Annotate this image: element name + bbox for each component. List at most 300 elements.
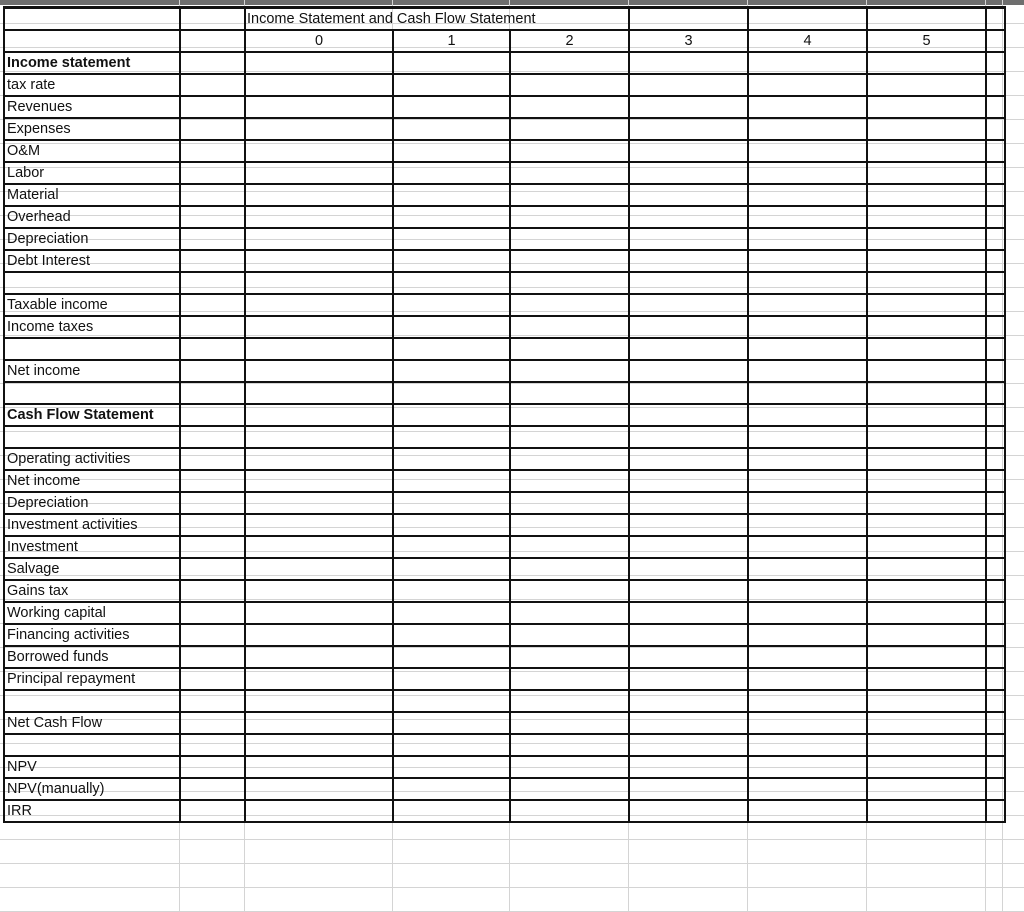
cell[interactable] <box>629 316 748 338</box>
cell[interactable] <box>748 602 867 624</box>
row-label[interactable]: Income taxes <box>4 316 180 338</box>
cell[interactable] <box>986 184 1005 206</box>
year-header[interactable]: 2 <box>510 30 629 52</box>
cell[interactable] <box>245 74 393 96</box>
cell[interactable] <box>245 140 393 162</box>
row-label[interactable]: Gains tax <box>4 580 180 602</box>
cell[interactable] <box>867 778 986 800</box>
cell[interactable] <box>180 602 245 624</box>
cell[interactable] <box>180 140 245 162</box>
cell[interactable] <box>748 470 867 492</box>
year-header[interactable]: 4 <box>748 30 867 52</box>
cell[interactable] <box>510 426 629 448</box>
cell[interactable] <box>986 96 1005 118</box>
row-label[interactable]: tax rate <box>4 74 180 96</box>
cell[interactable] <box>245 184 393 206</box>
cell[interactable] <box>867 294 986 316</box>
cell[interactable] <box>245 712 393 734</box>
cell[interactable] <box>393 118 510 140</box>
row-label[interactable]: Expenses <box>4 118 180 140</box>
year-header[interactable]: 1 <box>393 30 510 52</box>
cell[interactable] <box>986 712 1005 734</box>
cell[interactable] <box>748 536 867 558</box>
cell[interactable] <box>867 206 986 228</box>
cell[interactable] <box>867 316 986 338</box>
cell[interactable] <box>245 382 393 404</box>
row-label[interactable]: Principal repayment <box>4 668 180 690</box>
cell[interactable] <box>180 118 245 140</box>
cell[interactable] <box>748 404 867 426</box>
cell[interactable] <box>245 338 393 360</box>
cell[interactable] <box>4 30 180 52</box>
row-label[interactable]: Depreciation <box>4 492 180 514</box>
row-label[interactable]: IRR <box>4 800 180 822</box>
cell[interactable] <box>986 448 1005 470</box>
cell[interactable] <box>393 250 510 272</box>
cell[interactable] <box>986 382 1005 404</box>
cell[interactable] <box>748 492 867 514</box>
cell[interactable] <box>393 602 510 624</box>
cell[interactable] <box>867 338 986 360</box>
cell[interactable] <box>393 360 510 382</box>
row-label[interactable]: Revenues <box>4 96 180 118</box>
cell[interactable] <box>986 646 1005 668</box>
cell[interactable] <box>180 272 245 294</box>
cell[interactable] <box>867 360 986 382</box>
cell[interactable] <box>986 800 1005 822</box>
cell[interactable] <box>393 778 510 800</box>
cell[interactable] <box>180 96 245 118</box>
cell[interactable] <box>393 690 510 712</box>
cell[interactable] <box>629 140 748 162</box>
cell[interactable] <box>180 492 245 514</box>
year-header[interactable]: 5 <box>867 30 986 52</box>
cell[interactable] <box>986 756 1005 778</box>
cell[interactable] <box>245 448 393 470</box>
cell[interactable] <box>510 668 629 690</box>
cell[interactable] <box>986 492 1005 514</box>
cell[interactable] <box>986 470 1005 492</box>
cell[interactable] <box>245 514 393 536</box>
cell[interactable] <box>629 690 748 712</box>
cell[interactable] <box>180 228 245 250</box>
cell[interactable] <box>510 250 629 272</box>
cell[interactable] <box>748 360 867 382</box>
cell[interactable] <box>245 646 393 668</box>
cell[interactable] <box>748 646 867 668</box>
cell[interactable] <box>748 74 867 96</box>
cell[interactable] <box>629 382 748 404</box>
cell[interactable] <box>629 756 748 778</box>
cell[interactable] <box>393 404 510 426</box>
cell[interactable] <box>510 382 629 404</box>
cell[interactable] <box>393 514 510 536</box>
cell[interactable] <box>245 272 393 294</box>
cell[interactable] <box>867 382 986 404</box>
cell[interactable] <box>510 140 629 162</box>
cell[interactable] <box>510 558 629 580</box>
cell[interactable] <box>867 646 986 668</box>
cell[interactable] <box>748 624 867 646</box>
cell[interactable] <box>748 756 867 778</box>
cell[interactable] <box>748 426 867 448</box>
cell[interactable] <box>986 294 1005 316</box>
cell[interactable] <box>180 162 245 184</box>
cell[interactable] <box>245 206 393 228</box>
cell[interactable] <box>393 470 510 492</box>
cell[interactable] <box>629 294 748 316</box>
cell[interactable] <box>867 272 986 294</box>
cell[interactable] <box>748 294 867 316</box>
row-label[interactable]: Income statement <box>4 52 180 74</box>
cell[interactable] <box>867 580 986 602</box>
cell[interactable] <box>510 206 629 228</box>
cell[interactable] <box>180 668 245 690</box>
cell[interactable] <box>748 558 867 580</box>
row-label[interactable]: Taxable income <box>4 294 180 316</box>
cell[interactable] <box>180 470 245 492</box>
cell[interactable] <box>629 712 748 734</box>
cell[interactable] <box>510 118 629 140</box>
cell[interactable] <box>748 690 867 712</box>
cell[interactable] <box>245 316 393 338</box>
row-label[interactable] <box>4 734 180 756</box>
cell[interactable] <box>510 228 629 250</box>
cell[interactable] <box>393 316 510 338</box>
cell[interactable] <box>180 206 245 228</box>
cell[interactable] <box>629 734 748 756</box>
cell[interactable] <box>180 536 245 558</box>
cell[interactable] <box>180 360 245 382</box>
cell[interactable] <box>629 162 748 184</box>
cell[interactable] <box>629 404 748 426</box>
cell[interactable] <box>986 602 1005 624</box>
cell[interactable] <box>180 580 245 602</box>
cell[interactable] <box>986 514 1005 536</box>
cell[interactable] <box>180 74 245 96</box>
cell[interactable] <box>510 536 629 558</box>
cell[interactable] <box>748 52 867 74</box>
cell[interactable] <box>986 8 1005 31</box>
cell[interactable] <box>510 580 629 602</box>
cell[interactable] <box>510 602 629 624</box>
cell[interactable] <box>867 8 986 31</box>
cell[interactable] <box>510 712 629 734</box>
cell[interactable] <box>180 8 245 31</box>
cell[interactable] <box>867 404 986 426</box>
cell[interactable] <box>510 272 629 294</box>
cell[interactable] <box>245 360 393 382</box>
cell[interactable] <box>393 800 510 822</box>
cell[interactable] <box>986 690 1005 712</box>
cell[interactable] <box>393 624 510 646</box>
cell[interactable] <box>510 492 629 514</box>
cell[interactable] <box>180 712 245 734</box>
cell[interactable] <box>867 162 986 184</box>
cell[interactable] <box>510 360 629 382</box>
cell[interactable] <box>629 492 748 514</box>
cell[interactable] <box>629 448 748 470</box>
row-label[interactable]: Investment activities <box>4 514 180 536</box>
row-label[interactable]: Financing activities <box>4 624 180 646</box>
cell[interactable] <box>867 800 986 822</box>
cell[interactable] <box>245 250 393 272</box>
cell[interactable] <box>629 272 748 294</box>
cell[interactable] <box>245 690 393 712</box>
cell[interactable] <box>629 536 748 558</box>
cell[interactable] <box>510 778 629 800</box>
row-label[interactable]: Operating activities <box>4 448 180 470</box>
cell[interactable] <box>245 800 393 822</box>
cell[interactable] <box>629 250 748 272</box>
cell[interactable] <box>629 206 748 228</box>
cell[interactable] <box>867 74 986 96</box>
cell[interactable] <box>629 8 748 31</box>
cell[interactable] <box>393 426 510 448</box>
cell[interactable] <box>748 580 867 602</box>
cell[interactable] <box>867 492 986 514</box>
cell[interactable] <box>629 558 748 580</box>
cell[interactable] <box>748 514 867 536</box>
cell[interactable] <box>245 668 393 690</box>
cell[interactable] <box>867 514 986 536</box>
cell[interactable] <box>986 316 1005 338</box>
cell[interactable] <box>180 756 245 778</box>
cell[interactable] <box>393 756 510 778</box>
cell[interactable] <box>393 558 510 580</box>
cell[interactable] <box>180 514 245 536</box>
cell[interactable] <box>180 382 245 404</box>
cell[interactable] <box>180 800 245 822</box>
cell[interactable] <box>393 96 510 118</box>
cell[interactable] <box>629 778 748 800</box>
cell[interactable] <box>748 272 867 294</box>
cell[interactable] <box>748 338 867 360</box>
cell[interactable] <box>629 52 748 74</box>
cell[interactable] <box>867 250 986 272</box>
cell[interactable] <box>629 514 748 536</box>
cell[interactable] <box>629 184 748 206</box>
cell[interactable] <box>510 514 629 536</box>
cell[interactable] <box>867 734 986 756</box>
cell[interactable] <box>393 646 510 668</box>
cell[interactable] <box>510 646 629 668</box>
cell[interactable] <box>867 140 986 162</box>
cell[interactable] <box>629 624 748 646</box>
row-label[interactable]: Cash Flow Statement <box>4 404 180 426</box>
cell[interactable] <box>510 756 629 778</box>
cell[interactable] <box>510 184 629 206</box>
cell[interactable] <box>393 140 510 162</box>
cell[interactable] <box>393 668 510 690</box>
cell[interactable] <box>986 118 1005 140</box>
cell[interactable] <box>245 536 393 558</box>
cell[interactable] <box>510 404 629 426</box>
cell[interactable] <box>629 338 748 360</box>
cell[interactable] <box>393 294 510 316</box>
cell[interactable] <box>986 140 1005 162</box>
cell[interactable] <box>629 470 748 492</box>
cell[interactable] <box>748 228 867 250</box>
sheet-title[interactable]: Income Statement and Cash Flow Statement <box>245 8 629 31</box>
cell[interactable] <box>986 558 1005 580</box>
cell[interactable] <box>986 668 1005 690</box>
row-label[interactable]: Net income <box>4 470 180 492</box>
cell[interactable] <box>867 536 986 558</box>
cell[interactable] <box>629 228 748 250</box>
cell[interactable] <box>629 580 748 602</box>
cell[interactable] <box>748 448 867 470</box>
cell[interactable] <box>986 778 1005 800</box>
cell[interactable] <box>629 74 748 96</box>
cell[interactable] <box>986 228 1005 250</box>
cell[interactable] <box>986 206 1005 228</box>
cell[interactable] <box>180 448 245 470</box>
cell[interactable] <box>180 52 245 74</box>
cell[interactable] <box>180 316 245 338</box>
row-label[interactable] <box>4 272 180 294</box>
cell[interactable] <box>867 184 986 206</box>
cell[interactable] <box>180 184 245 206</box>
cell[interactable] <box>748 734 867 756</box>
cell[interactable] <box>986 580 1005 602</box>
cell[interactable] <box>245 778 393 800</box>
cell[interactable] <box>986 360 1005 382</box>
row-label[interactable]: O&M <box>4 140 180 162</box>
cell[interactable] <box>180 646 245 668</box>
cell[interactable] <box>245 228 393 250</box>
cell[interactable] <box>867 602 986 624</box>
cell[interactable] <box>393 712 510 734</box>
cell[interactable] <box>393 338 510 360</box>
cell[interactable] <box>245 470 393 492</box>
cell[interactable] <box>180 404 245 426</box>
row-label[interactable]: Working capital <box>4 602 180 624</box>
row-label[interactable] <box>4 426 180 448</box>
cell[interactable] <box>629 426 748 448</box>
cell[interactable] <box>748 382 867 404</box>
cell[interactable] <box>986 272 1005 294</box>
cell[interactable] <box>867 558 986 580</box>
cell[interactable] <box>510 734 629 756</box>
year-header[interactable]: 3 <box>629 30 748 52</box>
cell[interactable] <box>748 96 867 118</box>
cell[interactable] <box>393 162 510 184</box>
year-header[interactable]: 0 <box>245 30 393 52</box>
cell[interactable] <box>629 96 748 118</box>
cell[interactable] <box>510 470 629 492</box>
cell[interactable] <box>629 646 748 668</box>
cell[interactable] <box>867 228 986 250</box>
cell[interactable] <box>180 690 245 712</box>
cell[interactable] <box>510 690 629 712</box>
cell[interactable] <box>393 184 510 206</box>
cell[interactable] <box>748 8 867 31</box>
cell[interactable] <box>867 96 986 118</box>
row-label[interactable]: Borrowed funds <box>4 646 180 668</box>
row-label[interactable]: Debt Interest <box>4 250 180 272</box>
cell[interactable] <box>180 734 245 756</box>
cell[interactable] <box>629 800 748 822</box>
cell[interactable] <box>629 602 748 624</box>
cell[interactable] <box>629 360 748 382</box>
row-label[interactable] <box>4 382 180 404</box>
row-label[interactable]: Net Cash Flow <box>4 712 180 734</box>
cell[interactable] <box>180 558 245 580</box>
cell[interactable] <box>180 624 245 646</box>
cell[interactable] <box>245 162 393 184</box>
cell[interactable] <box>245 426 393 448</box>
cell[interactable] <box>393 52 510 74</box>
cell[interactable] <box>867 118 986 140</box>
row-label[interactable]: Net income <box>4 360 180 382</box>
cell[interactable] <box>748 668 867 690</box>
cell[interactable] <box>986 162 1005 184</box>
cell[interactable] <box>245 404 393 426</box>
row-label[interactable]: NPV <box>4 756 180 778</box>
cell[interactable] <box>510 162 629 184</box>
row-label[interactable] <box>4 690 180 712</box>
cell[interactable] <box>748 250 867 272</box>
cell[interactable] <box>748 140 867 162</box>
cell[interactable] <box>629 118 748 140</box>
cell[interactable] <box>393 228 510 250</box>
cell[interactable] <box>867 712 986 734</box>
cell[interactable] <box>180 294 245 316</box>
cell[interactable] <box>393 734 510 756</box>
cell[interactable] <box>986 52 1005 74</box>
cell[interactable] <box>748 316 867 338</box>
cell[interactable] <box>393 382 510 404</box>
cell[interactable] <box>393 492 510 514</box>
cell[interactable] <box>510 74 629 96</box>
cell[interactable] <box>748 206 867 228</box>
cell[interactable] <box>245 294 393 316</box>
cell[interactable] <box>510 448 629 470</box>
cell[interactable] <box>986 74 1005 96</box>
row-label[interactable]: NPV(manually) <box>4 778 180 800</box>
row-label[interactable]: Depreciation <box>4 228 180 250</box>
cell[interactable] <box>986 338 1005 360</box>
cell[interactable] <box>748 184 867 206</box>
cell[interactable] <box>867 690 986 712</box>
cell[interactable] <box>748 800 867 822</box>
cell[interactable] <box>393 580 510 602</box>
row-label[interactable]: Salvage <box>4 558 180 580</box>
cell[interactable] <box>180 338 245 360</box>
cell[interactable] <box>986 404 1005 426</box>
cell[interactable] <box>393 206 510 228</box>
cell[interactable] <box>4 8 180 31</box>
cell[interactable] <box>986 426 1005 448</box>
row-label[interactable]: Overhead <box>4 206 180 228</box>
cell[interactable] <box>510 52 629 74</box>
cell[interactable] <box>867 470 986 492</box>
cell[interactable] <box>867 668 986 690</box>
cell[interactable] <box>245 96 393 118</box>
row-label[interactable]: Labor <box>4 162 180 184</box>
cell[interactable] <box>986 734 1005 756</box>
cell[interactable] <box>245 734 393 756</box>
row-label[interactable]: Investment <box>4 536 180 558</box>
cell[interactable] <box>629 668 748 690</box>
cell[interactable] <box>867 426 986 448</box>
cell[interactable] <box>180 778 245 800</box>
cell[interactable] <box>245 118 393 140</box>
cell[interactable] <box>986 536 1005 558</box>
cell[interactable] <box>867 756 986 778</box>
cell[interactable] <box>510 96 629 118</box>
